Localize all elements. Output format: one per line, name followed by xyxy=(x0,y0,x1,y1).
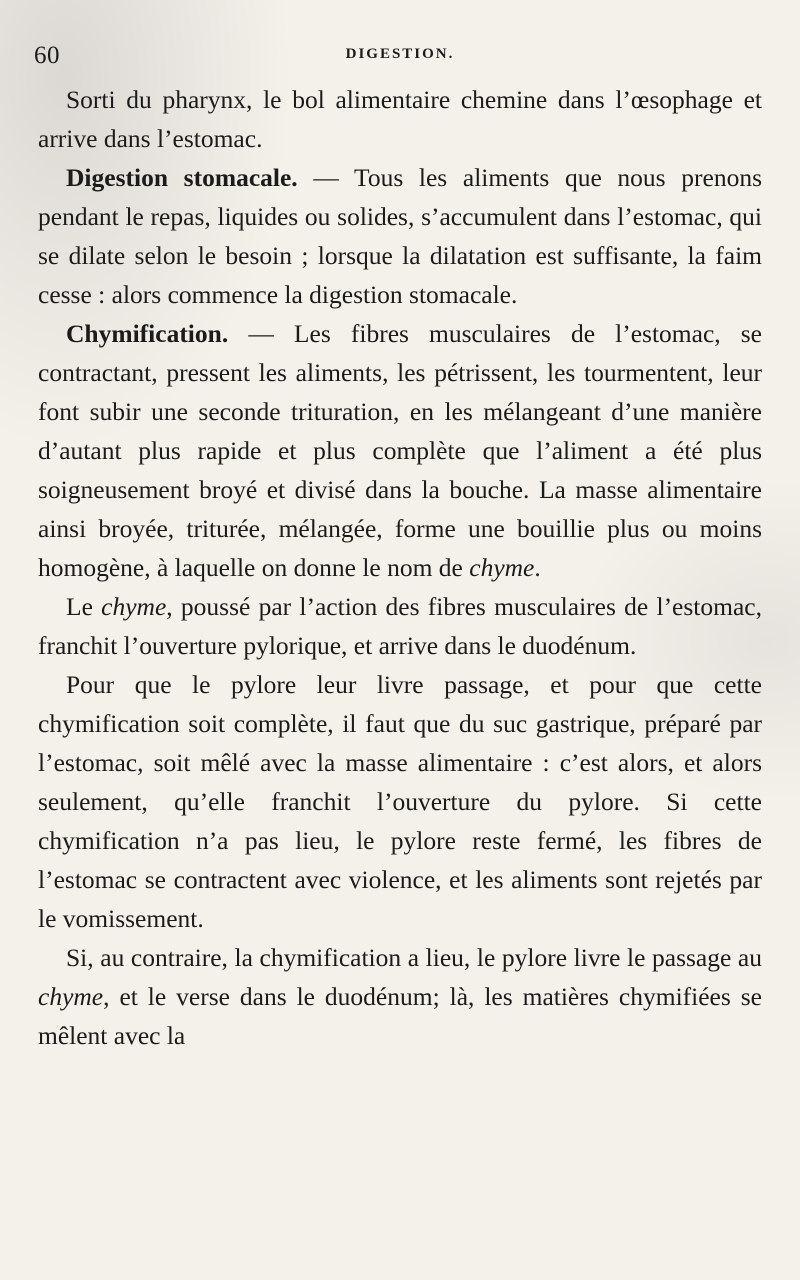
paragraph-si-au-contraire xyxy=(38,938,762,1055)
section-heading-digestion-stomacale: Digestion stomacale. xyxy=(66,163,298,192)
paragraph-text: Sorti du pharynx, le bol alimentaire chemine dans l’œsophage et arrive dans l’estomac. xyxy=(38,85,762,153)
running-head: DIGESTION. xyxy=(345,46,455,62)
paragraph-text: , poussé par l’action des fibres musculaires de l’estomac, franchit l’ouverture pylorique, et arrive dans le duodénum. xyxy=(38,592,762,660)
italic-term-chyme: chyme xyxy=(38,982,104,1011)
italic-term-chyme: chyme xyxy=(469,553,535,582)
paragraph-text: , et le verse dans le duodénum; là, les matières chymifiées se mêlent avec la xyxy=(38,982,762,1050)
paragraph-pharynx xyxy=(38,80,762,158)
paragraph-text-start: Le xyxy=(66,592,102,621)
paragraph-pylore xyxy=(38,665,762,938)
paragraph-text-end: . xyxy=(534,553,541,582)
italic-term-chyme: chyme xyxy=(101,592,167,621)
paragraph-chyme-pousse xyxy=(38,587,762,665)
body-text xyxy=(38,80,762,1055)
paragraph-chymification xyxy=(38,314,762,587)
paragraph-text: — Les fibres musculaires de l’estomac, se contractant, pressent les aliments, les pétrissent, les tourmentent, leur font subir une seconde trituration, en les mélangeant d’une manière d’autant plus rapide et plus complète que l’aliment a été plus soigneusement broyé et divisé dans la bouche. La masse alimentaire ainsi broyée, triturée, mélangée, forme une bouillie plus ou moins homogène, à laquelle on donne le nom de xyxy=(38,319,762,582)
paragraph-text: — Tous les aliments que nous prenons pendant le repas, liquides ou solides, s’accumulent dans l’estomac, qui se dilate selon le besoin ; lorsque la dilatation est suffisante, la faim cesse : alors commence la digestion stomacale. xyxy=(38,163,762,309)
paragraph-text: Pour que le pylore leur livre passage, et pour que cette chymification soit complète, il faut que du suc gastrique, préparé par l’estomac, soit mêlé avec la masse alimentaire : c’est alors, et alors seulement, qu’elle franchit l’ouverture du pylore. Si cette chymification n’a pas lieu, le pylore reste fermé, les fibres de l’estomac se contractent avec violence, et les aliments sont rejetés par le vomissement. xyxy=(38,670,762,933)
page-header xyxy=(30,42,770,78)
page-number: 60 xyxy=(34,42,60,69)
section-heading-chymification: Chymification. xyxy=(66,319,229,348)
paragraph-text-start: Si, au contraire, la chymification a lieu, le pylore livre le passage au xyxy=(66,943,762,972)
paragraph-digestion-stomacale xyxy=(38,158,762,314)
